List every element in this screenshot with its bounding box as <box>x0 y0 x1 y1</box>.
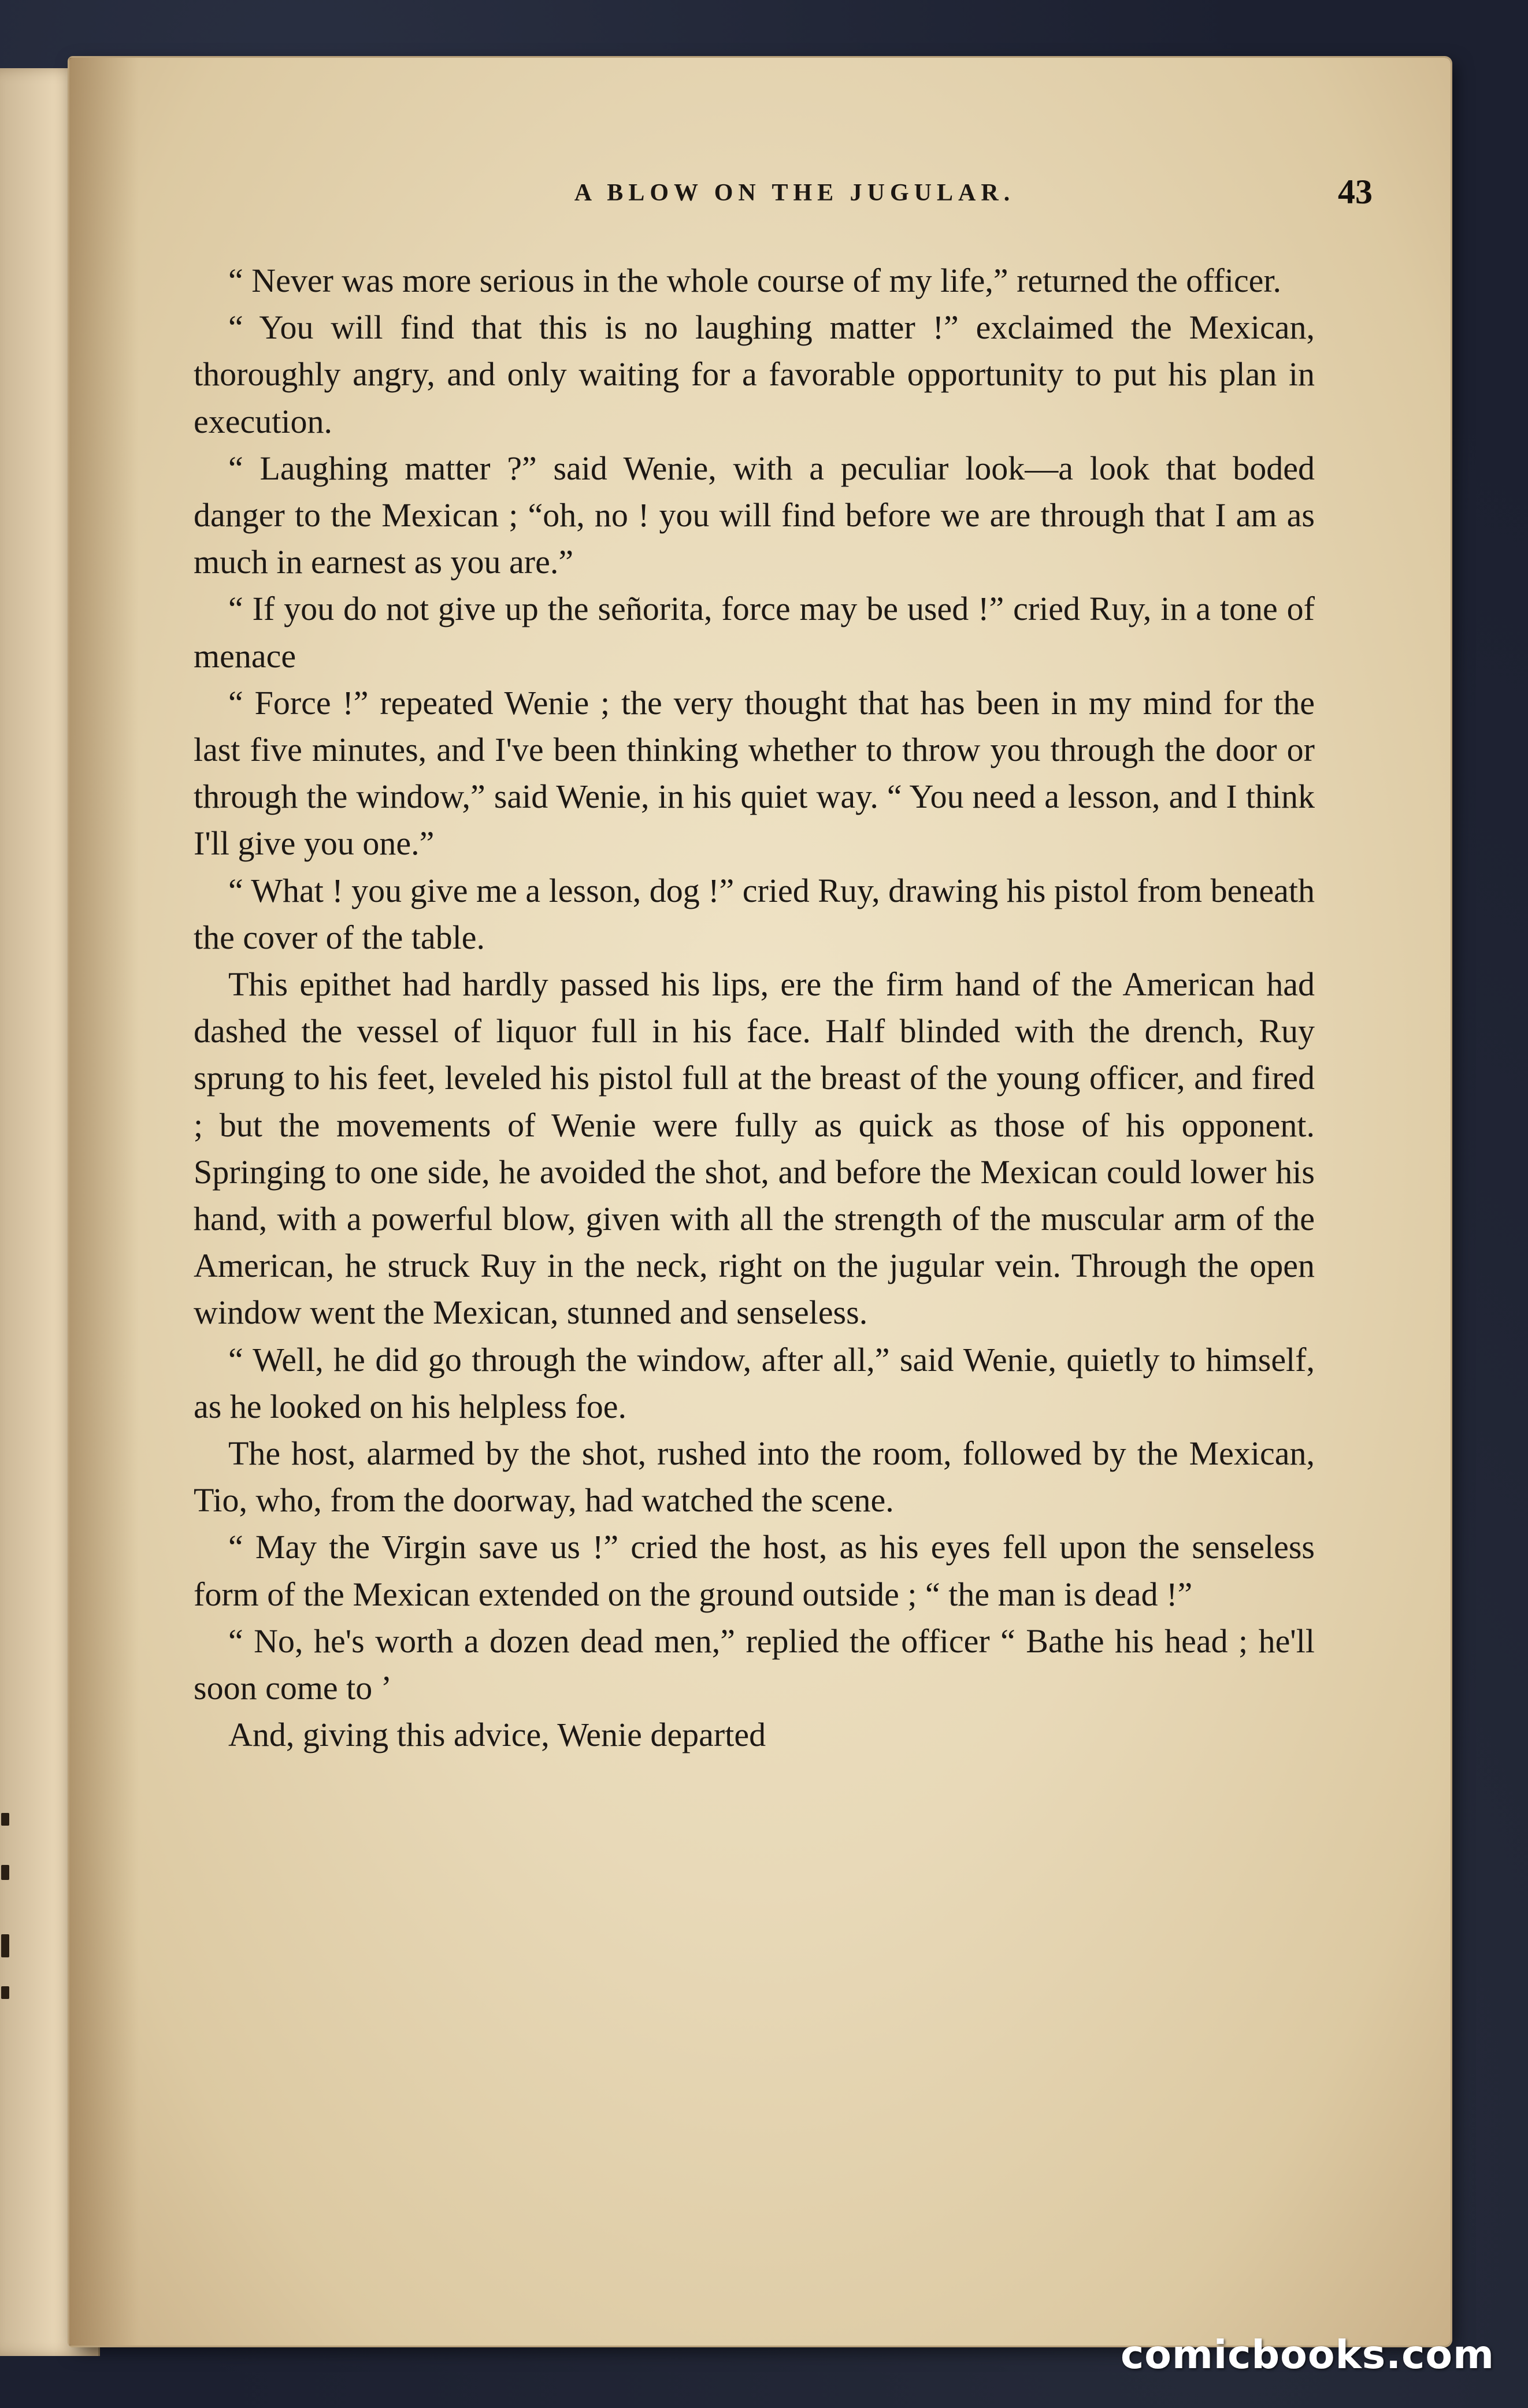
paragraph: The host, alarmed by the shot, rushed into the room, followed by the Mexican, Tio, who, from the doorway, had watched the scene. <box>194 1435 1315 1519</box>
running-head <box>69 168 1451 214</box>
paragraph: And, giving this advice, Wenie departed <box>228 1716 766 1754</box>
paragraph: “ Never was more serious in the whole course of my life,” returned the officer. <box>228 262 1282 299</box>
body-text <box>194 257 1315 1759</box>
paragraph: “ Laughing matter ?” said Wenie, with a peculiar look—a look that boded danger to the Mexican ; “oh, no ! you will find before we are through that I am as much in earnest as you are.” <box>194 449 1315 581</box>
paragraph: “ Force !” repeated Wenie ; the very thought that has been in my mind for the last five minutes, and I've been thinking whether to throw you through the door or through the window,” said Wenie, in his quiet way. “ You need a lesson, and I think I'll give you one.” <box>194 683 1315 863</box>
paragraph: “ Well, he did go through the window, after all,” said Wenie, quietly to himself, as he looked on his helpless foe. <box>194 1340 1315 1425</box>
running-title: A BLOW ON THE JUGULAR. <box>574 180 1015 206</box>
page-edge-marks <box>0 1813 17 2113</box>
watermark: comicbooks.com <box>1120 2332 1494 2378</box>
paragraph: “ What ! you give me a lesson, dog !” cried Ruy, drawing his pistol from beneath the cover of the table. <box>194 871 1315 956</box>
paragraph: “ You will find that this is no laughing matter !” exclaimed the Mexican, thoroughly angry, and only waiting for a favorable opportunity to put his plan in execution. <box>194 309 1315 440</box>
page-number: 43 <box>1338 173 1373 211</box>
paragraph: “ No, he's worth a dozen dead men,” replied the officer “ Bathe his head ; he'll soon come to ’ <box>194 1622 1315 1707</box>
paragraph: “ If you do not give up the señorita, force may be used !” cried Ruy, in a tone of menace <box>194 590 1315 675</box>
paragraph: “ May the Virgin save us !” cried the host, as his eyes fell upon the senseless form of the Mexican extended on the ground outside ; “ the man is dead !” <box>194 1528 1315 1613</box>
paragraph: This epithet had hardly passed his lips, ere the firm hand of the American had dashed the vessel of liquor full in his face. Half blinded with the drench, Ruy sprung to his feet, leveled his pistol full at the breast of the young officer, and fired ; but the movements of Wenie were fully as quick as those of his opponent. Springing to one side, he avoided the shot, and before the Mexican could lower his hand, with a powerful blow, given with all the strength of the muscular arm of the American, he struck Ruy in the neck, right on the jugular vein. Through the open window went the Mexican, stunned and senseless. <box>194 965 1315 1332</box>
book-page <box>69 58 1451 2346</box>
